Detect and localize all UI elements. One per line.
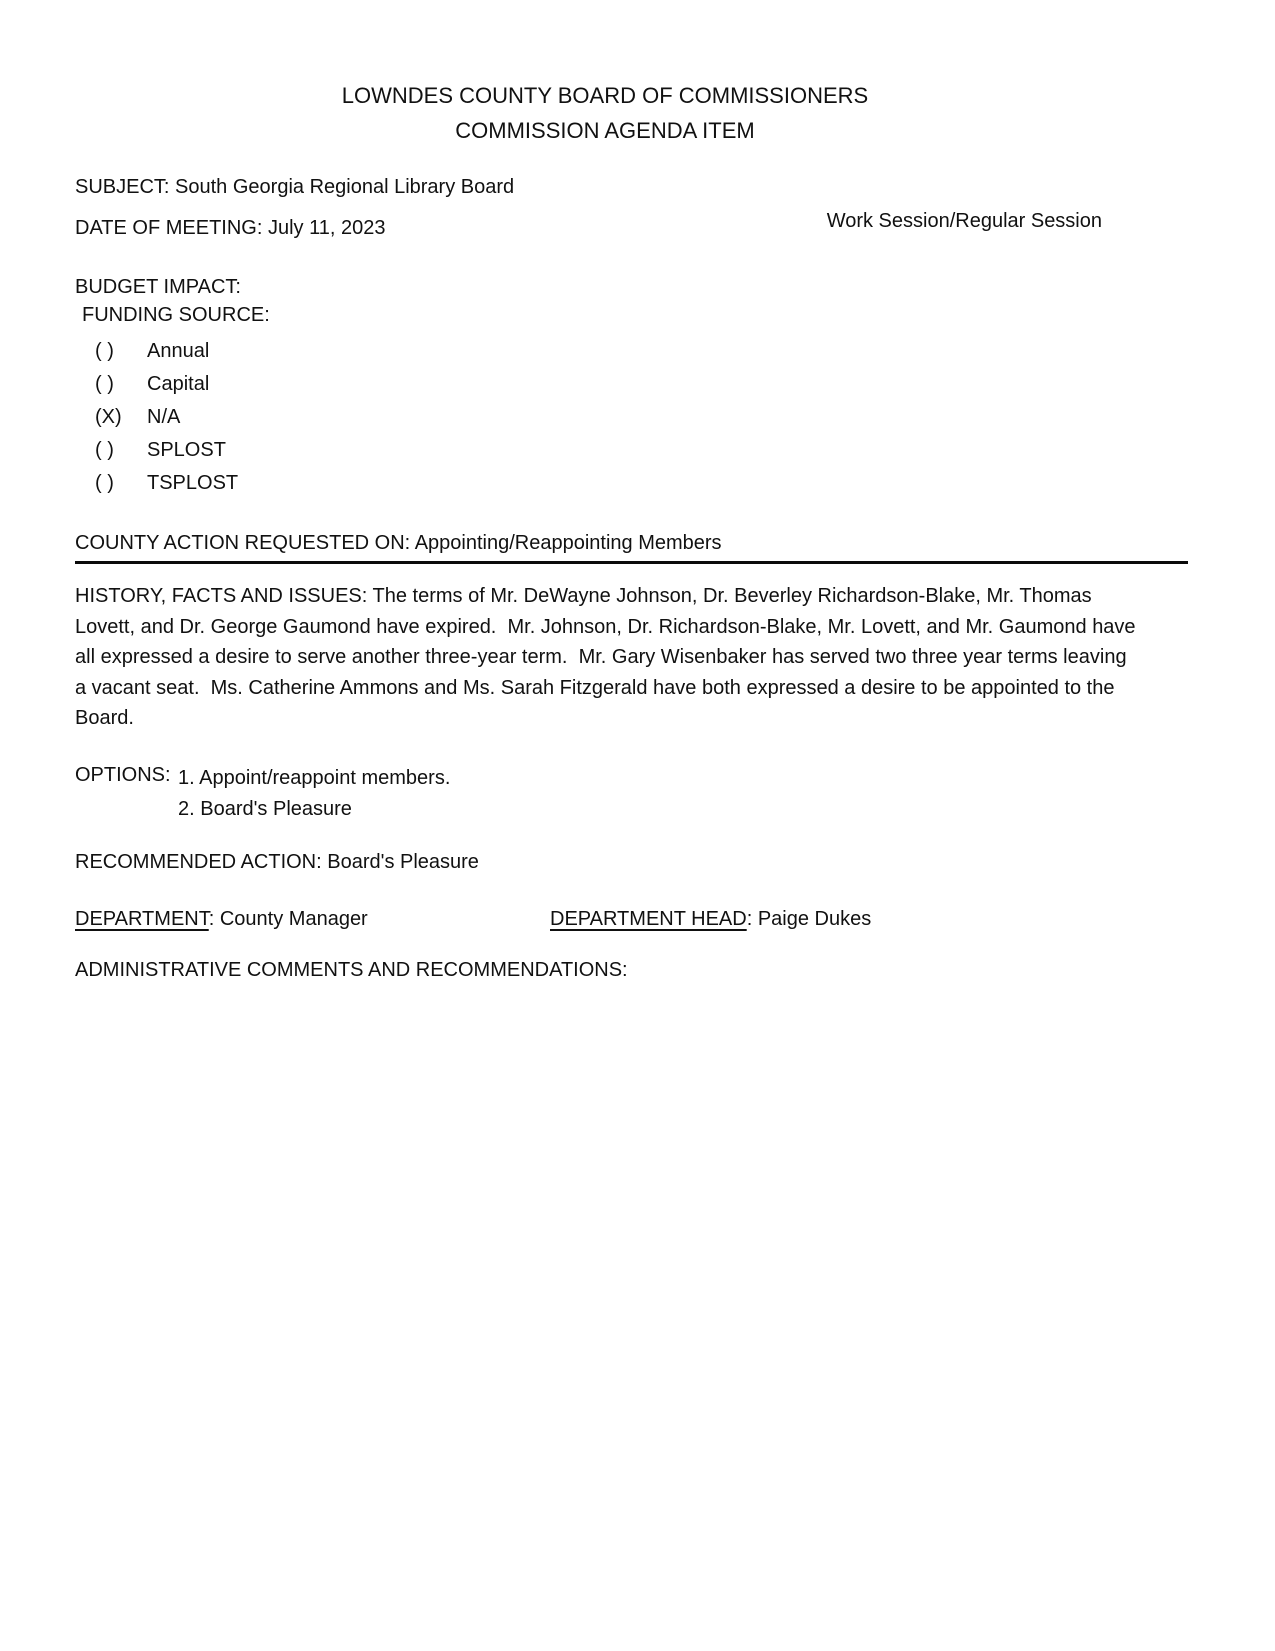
option-item-2: 2. Board's Pleasure — [178, 798, 352, 820]
subject-line — [75, 175, 1135, 199]
date-value: July 11, 2023 — [267, 217, 386, 239]
funding-option-label: Annual — [147, 340, 210, 362]
date-of-meeting-line — [75, 216, 385, 240]
subject-value: South Georgia Regional Library Board — [175, 176, 515, 198]
history-label: HISTORY, FACTS AND ISSUES: — [75, 585, 373, 607]
checkbox-mark: ( ) — [95, 373, 114, 395]
department-separator: : — [208, 908, 220, 930]
session-type: Work Session/Regular Session — [826, 210, 1102, 232]
checkbox-mark: ( ) — [95, 340, 114, 362]
department-value: County Manager — [219, 908, 368, 930]
recommended-action-label: RECOMMENDED ACTION: — [75, 851, 328, 873]
county-action-label: COUNTY ACTION REQUESTED ON: — [75, 532, 415, 554]
document-title: COMMISSION AGENDA ITEM — [455, 118, 755, 143]
funding-source-list — [95, 339, 238, 504]
date-label: DATE OF MEETING: — [75, 217, 268, 239]
department-head-label: DEPARTMENT HEAD — [550, 908, 747, 930]
recommended-action-value: Board's Pleasure — [327, 851, 479, 873]
document-header — [75, 78, 1135, 148]
department-block — [75, 908, 368, 930]
funding-option-label: Capital — [147, 373, 210, 395]
budget-impact-label: BUDGET IMPACT: — [75, 276, 241, 298]
funding-option-na — [95, 405, 238, 438]
funding-option-annual — [95, 339, 238, 372]
funding-option-label: N/A — [147, 406, 181, 428]
option-item-1: 1. Appoint/reappoint members. — [178, 767, 451, 789]
checkbox-mark-checked: (X) — [95, 406, 122, 428]
board-title: LOWNDES COUNTY BOARD OF COMMISSIONERS — [341, 83, 869, 108]
horizontal-rule — [75, 561, 1188, 564]
options-items — [178, 763, 450, 825]
recommended-action-line — [75, 850, 479, 874]
department-head-block — [550, 907, 871, 931]
department-head-value: Paige Dukes — [757, 908, 872, 930]
funding-option-label: SPLOST — [147, 439, 226, 461]
department-label: DEPARTMENT — [75, 908, 209, 930]
department-line — [75, 907, 1135, 931]
options-label: OPTIONS: — [75, 764, 171, 786]
funding-option-label: TSPLOST — [147, 472, 239, 494]
history-facts-issues — [75, 581, 1142, 734]
funding-option-splost — [95, 438, 238, 471]
funding-option-tsplost — [95, 471, 238, 504]
administrative-comments-label: ADMINISTRATIVE COMMENTS AND RECOMMENDATIONS: — [75, 959, 628, 981]
subject-label: SUBJECT: — [75, 176, 176, 198]
department-head-separator: : — [746, 908, 758, 930]
county-action-line — [75, 531, 1188, 555]
county-action-value: Appointing/Reappointing Members — [414, 532, 722, 554]
checkbox-mark: ( ) — [95, 439, 114, 461]
history-text: The terms of Mr. DeWayne Johnson, Dr. Beverley Richardson-Blake, Mr. Thomas Lovett, and Dr. George Gaumond have expired. Mr. Johnson, Dr. Richardson-Blake, Mr. Lovett, and Mr. Gaumond have all expressed a desire to serve another three-year term. Mr. Gary Wisenbaker has served two three year terms leaving a vacant seat. Ms. Catherine Ammons and Ms. Sarah Fitzgerald have both expressed a desire to be appointed to the Board. — [75, 585, 1142, 729]
funding-source-label: FUNDING SOURCE: — [82, 304, 270, 326]
options-section — [75, 763, 450, 825]
checkbox-mark: ( ) — [95, 472, 114, 494]
funding-option-capital — [95, 372, 238, 405]
